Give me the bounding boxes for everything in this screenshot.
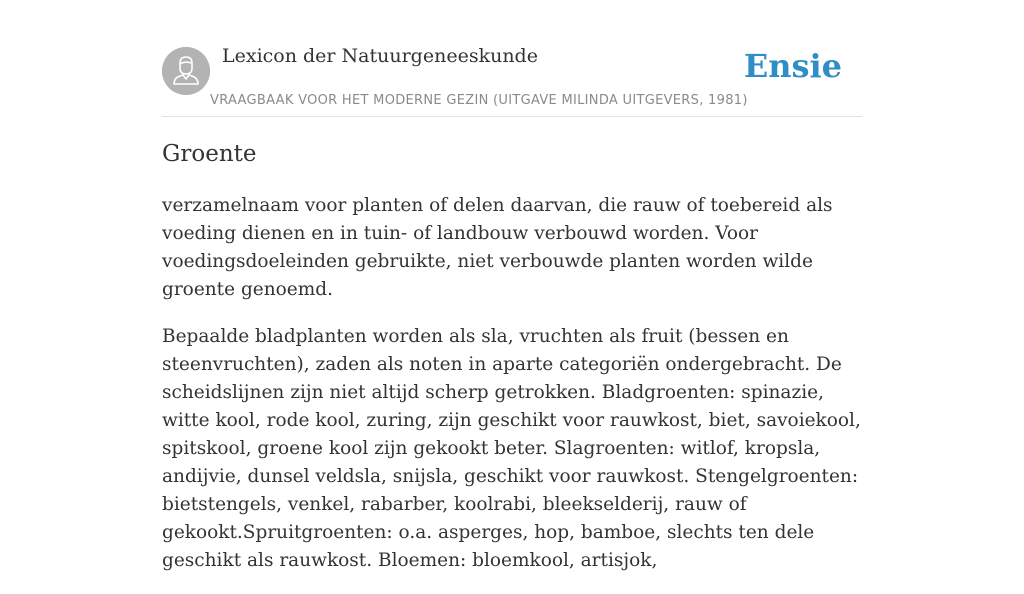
ensie-logo[interactable]: Ensie	[743, 47, 842, 85]
user-placeholder-icon[interactable]	[162, 47, 210, 95]
entry-body	[162, 192, 872, 594]
source-title[interactable]: Lexicon der Natuurgeneeskunde	[222, 45, 538, 67]
entry-paragraph: Bepaalde bladplanten worden als sla, vruchten als fruit (bessen en steenvruchten), zaden als noten in aparte categoriën ondergebracht. De scheidslijnen zijn niet altijd scherp getrokken. Bladgroenten: spinazie, witte kool, rode kool, zuring, zijn geschikt voor rauwkost, biet, savoiekool, spitskool, groene kool zijn gekookt beter. Slagroenten: witlof, kropsla, andijvie, dunsel veldsla, snijsla, geschikt voor rauwkost. Stengelgroenten: bietstengels, venkel, rabarber, koolrabi, bleekselderij, rauw of gekookt.Spruitgroenten: o.a. asperges, hop, bamboe, slechts ten dele geschikt als rauwkost. Bloemen: bloemkool, artisjok,	[162, 326, 861, 571]
entry-paragraph: verzamelnaam voor planten of delen daarvan, die rauw of toebereid als voeding dienen en in tuin- of landbouw verbouwd worden. Voor voedingsdoeleinden gebruikte, niet verbouwde planten worden wilde groente genoemd.	[162, 195, 833, 300]
source-header	[162, 0, 862, 117]
source-subtitle: VRAAGBAAK VOOR HET MODERNE GEZIN (UITGAVE MILINDA UITGEVERS, 1981)	[210, 93, 748, 108]
entry-title: Groente	[162, 141, 257, 167]
